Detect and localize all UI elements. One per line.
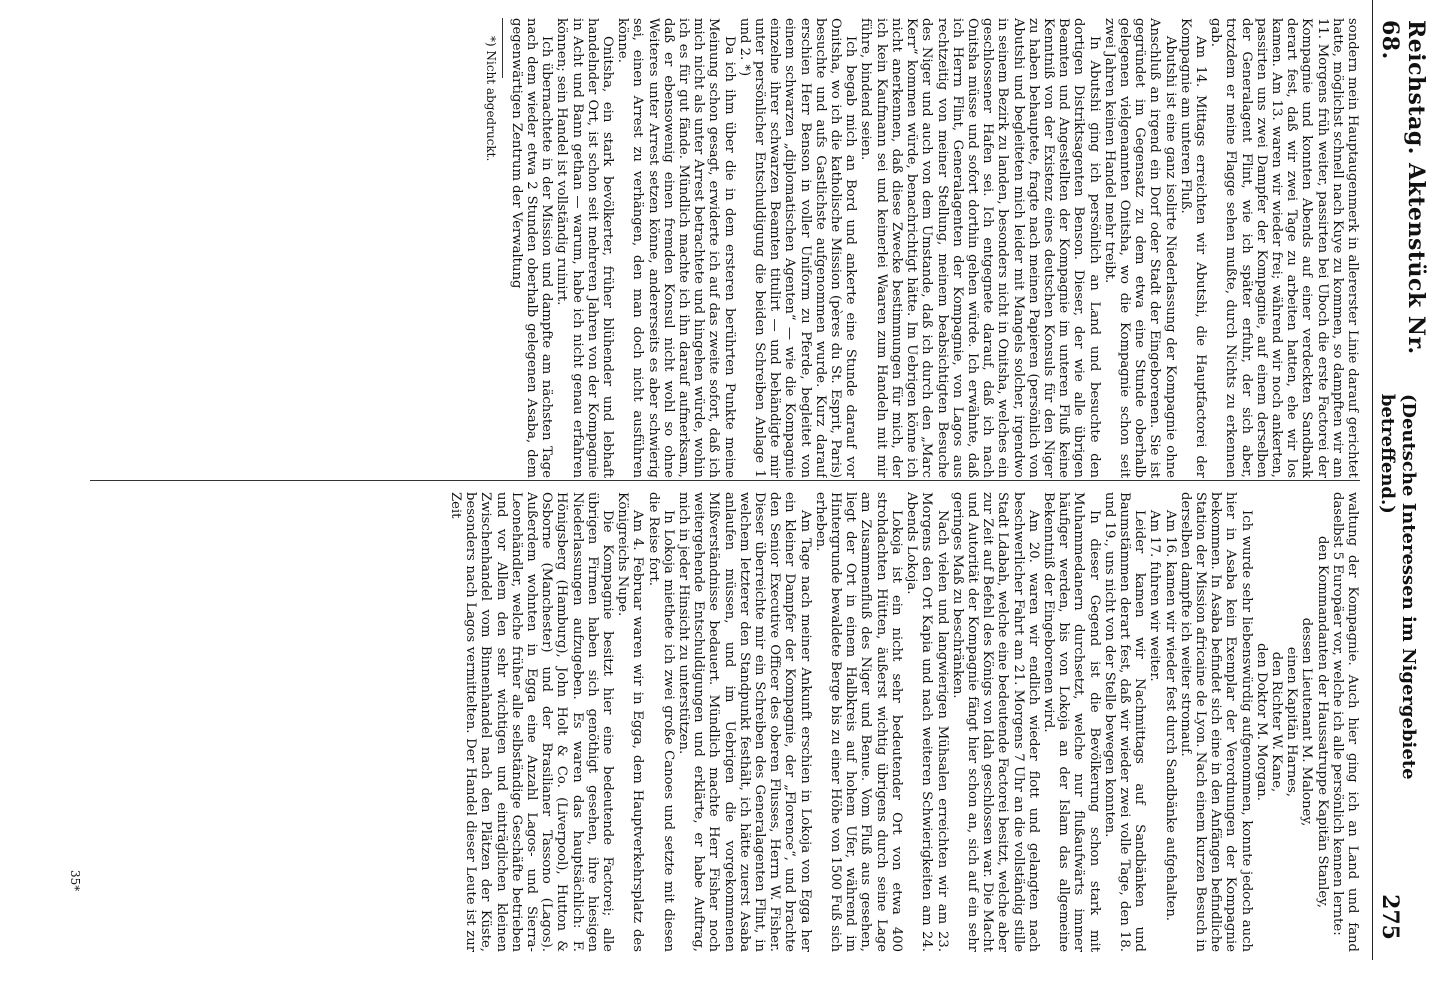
right-column [90, 492, 1360, 952]
paragraph: In Lokoja miethete ich zwei große Canoes und setzte mit diesen die Reise fort. [645, 492, 676, 952]
paragraph: Am 4. Februar waren wir in Egga, dem Hauptverkehrsplatz des Königreichs Nupe. [615, 492, 646, 952]
paragraph: Lokoja ist ein nicht sehr bedeutender Ort von etwa 400 strohdachten Hütten, äußerst wichtig übrigens durch seine Lage am Zusammenfluß des Niger und Benue. Vom Fluß aus gesehen, liegt der Ort in einem Halbkreis auf hohem Ufer, während im Hintergrunde bewaldete Berge bis zu einer Höhe von 1500 Fuß sich erheben. [812, 492, 904, 952]
list-item: den Doktor M. Morgan. [1253, 643, 1269, 801]
paragraph: In Abutshi ging ich persönlich an Land und besuchte den dortigen Distriktsagenten Benson. Dieser, der wie alle übrigen Beamten und Angestellten der Kompagnie im unteren Fluß keine Kenntniß von der Existenz eines deutschen Konsuls für den Niger zu haben behauptete, fragte nach meinen Papieren (persönlich von Abutshi und begleiteten mich leider mit Mangels solcher, irgendwo in seinem Bezirk zu landen, besonders nicht in Onitsha, welches ein geschlossener Hafen sei. Ich entgegnete darauf, daß ich nach Onitsha müsse und sofort dorthin gehen würde. Ich erwähnte, daß ich Herrn Flint, Generalagenten der Kompagnie, von Lagos aus rechtzeitig von meiner Stellung, meinem beabsichtigten Besuche des Niger und auch von dem Umstande, daß ich durch den „Marc Kerr“ kommen würde, benachrichtigt hätte. Im Uebrigen könne ich nicht anerkennen, daß diese Zwecke bestimmungen für mich, der ich kein Kaufmann sei und keinerlei Waaren zum Handeln mit mir führe, bindend seien. [858, 18, 1102, 478]
paragraph: Ich übernachtete in der Mission und dampfte am nächsten Tage nach dem wieder etwa 2 Stunden oberhalb gelegenen Asaba, dem gegenwärtigen Zentrum der Verwaltung [508, 18, 555, 478]
column-divider [90, 480, 1360, 481]
footnote-rule [502, 18, 503, 78]
paragraph: Leider kamen wir Nachmittags auf Sandbänken und Baumstämmen derart fest, daß wir wieder zwei volle Tage, den 18. und 19., uns nicht von der Stelle bewegen konnten. [1101, 492, 1148, 952]
paragraph: Abutshi ist eine ganz isolirte Niederlassung der Kompagnie ohne Anschluß an irgend ein Dorf oder Stadt der Eingeborenen. Sie ist gegründet im Gegensatz zu dem etwa eine Stunde oberhalb gelegenen vielgenannten Onitsha, wo die Kompagnie schon seit zwei Jahren keinen Handel mehr treibt. [1101, 18, 1178, 478]
rotated-document-page [22, 0, 1429, 960]
paragraph: Onitsha, ein stark bevölkerter, früher blühender und lebhaft handelnder Ort, ist schon seit mehreren Jahren von der Kompagnie in Acht und Bann gethan — warum, habe ich nicht genau erfahren können; sein Handel ist vollständig ruinirt. [554, 18, 616, 478]
paragraph: Am 16. kamen wir wieder fest durch Sandbänke aufgehalten. [1162, 510, 1178, 922]
list-item: einen Kapitän Harnes, [1284, 646, 1300, 798]
left-column [90, 18, 1360, 478]
paragraph: Ich wurde sehr liebenswürdig aufgenommen, konnte jedoch auch hier in Asaba kein Exemplar der Verordnungen der Kompagnie bekommen. In Asaba befindet sich eine in den Anfängen befindliche Station der Mission africaine de Lyon. Nach einem kurzen Besuch in derselben dampfte ich weiter stromauf. [1177, 492, 1254, 952]
digitization-credit [2, 560, 22, 1000]
paragraph: Ich begab mich an Bord und ankerte eine Stunde darauf vor Onitsha, wo ich die katholische Mission (pères du St. Esprit, Paris) besuchte und aufs Gastlichste aufgenommen wurde. Kurz darauf erschien Herr Benson in voller Uniform zu Pferde, begleitet von einem schwarzen „diplomatischen Agenten“ — wie die Kompagnie einzelne ihrer schwarzen Beamten titulirt — und behändigte mir unter persönlicher Entschuldigung die beiden Schreiben Anlage 1 und 2. *) [736, 18, 859, 478]
paragraph: waltung der Kompagnie. Auch hier ging ich an Land und fand daselbst 5 Europäer vor, welche ich alle persönlich kennen lernte: [1329, 492, 1360, 952]
footnote: *) Nicht abgedruckt. [483, 36, 498, 162]
paragraph: In dieser Gegend ist die Bevölkerung schon stark mit Muhammedanern durchsetzt, welche nur flußaufwärts immer häufiger werden, bis von Lokoja an der Islam das allgemeine Bekenntniß der Eingeborenen wird. [1040, 492, 1102, 952]
paragraph: Die Kompagnie besitzt hier eine bedeutende Factorei; alle übrigen Firmen haben sich genöthigt gesehen, ihre hiesigen Niederlassungen aufzugeben. Es waren das hauptsächlich: F. Hönigsberg (Hamburg), John Holt & Co. (Liverpool), Hutton & Osborne (Manchester) und der Brasilianer Tassono (Lagos). Außerdem wohnten in Egga eine Anzahl Lagos- und Sierra-Leonehändler, welche früher alle selbständige Geschäfte betrieben und vor Allem den sehr wichtigen und einträglichen kleinen Zwischenhandel vom Binnenhandel nach den Plätzen der Küste, besonders nach Lagos vermittelten. Der Handel dieser Leute ist zur Zeit [448, 492, 616, 952]
signature-mark: 35* [68, 870, 82, 892]
paragraph: Da ich ihm über die in dem ersteren berührten Punkte meine Meinung schon gesagt, erwiderte ich auf das zweite sofort, daß ich mich nicht als unter Arrest betrachtete und hingehen würde, wohin ich es für gut fände. Mündlich machte ich ihn darauf aufmerksam, daß er ebensowenig einen fremden Konsul nicht wohl so ohne Weiteres unter Arrest setzen könne, andererseits es aber schwierig sei, einen Arrest zu verhängen, den man doch nicht ausführen könne. [615, 18, 737, 478]
paragraph: Am 20. waren wir endlich wieder flott und gelangten nach beschwerlicher Fahrt am 21. Morgens 7 Uhr an die vollständig stille Stadt Ldabah, welche eine bedeutende Factorei besitzt, welche aber zur Zeit auf Befehl des Königs von Idah geschlossen war. Die Macht und Autorität der Kompagnie fängt hier schon an, sich auf ein sehr geringes Maß zu beschränken. [949, 492, 1041, 952]
list-item: dessen Lieutenant M. Maloney, [1299, 617, 1315, 827]
paragraph: Nach vielen und langwierigen Mühsalen erreichten wir am 23. Morgens den Ort Kapia und nach weiteren Schwierigkeiten am 24. Abends Lokoja. [904, 492, 950, 952]
paragraph: Am 17. fuhren wir weiter. [1147, 510, 1163, 682]
header-title: Reichstag. Aktenstück Nr. 68. [1377, 20, 1429, 355]
list-item: den Richter W. Kane, [1268, 651, 1284, 793]
paragraph: sondern mein Hauptaugenmerk in allererster Linie darauf gerichtet hatte, möglichst schnell nach Kuye zu kommen, so dampften wir am 11. Morgens früh weiter, passirten bei Uboch die erste Factorei der Kompagnie und konnten Abends auf einer verdeckten Sandbank derart fest, daß wir zwei Tage zu arbeiten hatten, ehe wir los kamen. Am 13. waren wir wieder frei; während wir noch ankerten, passirten uns zwei Dampfer der Kompagnie, auf einem derselben der Generalagent Flint, wie ich später erfuhr, der sich aber, trotzdem er meine Flagge sehen mußte, durch Nichts zu erkennen gab. [1208, 18, 1360, 478]
list-item: den Kommandanten der Haussatruppe Kapitän Stanley, [1314, 535, 1330, 909]
page-header [1372, 0, 1429, 960]
header-subtitle: (Deutsche Interessen im Nigergebiete betreffend.) [1377, 393, 1419, 780]
page-number: 275 [1377, 894, 1403, 940]
paragraph: Am Tage nach meiner Ankunft erschien in Lokoja von Egga her ein kleiner Dampfer der Kompagnie, der „Florence“, und brachte den Senior Executive Officer des oberen Flusses, Herrn W. Fisher. Dieser überreichte mir ein Schreiben des Generalagenten Flint, in welchem letzterer den Standpunkt festhält, ich hätte zuerst Asaba anlaufen müssen, und im Uebrigen die vorgekommenen Mißverständnisse bedauert. Mündlich machte Herr Fisher noch weitergehende Entschuldigungen und erklärte, er habe Auftrag, mich in jeder Hinsicht zu unterstützen. [676, 492, 813, 952]
paragraph: Am 14. Mittags erreichten wir Abutshi, die Hauptfactorei der Kompagnie am unteren Fluß. [1177, 18, 1208, 478]
